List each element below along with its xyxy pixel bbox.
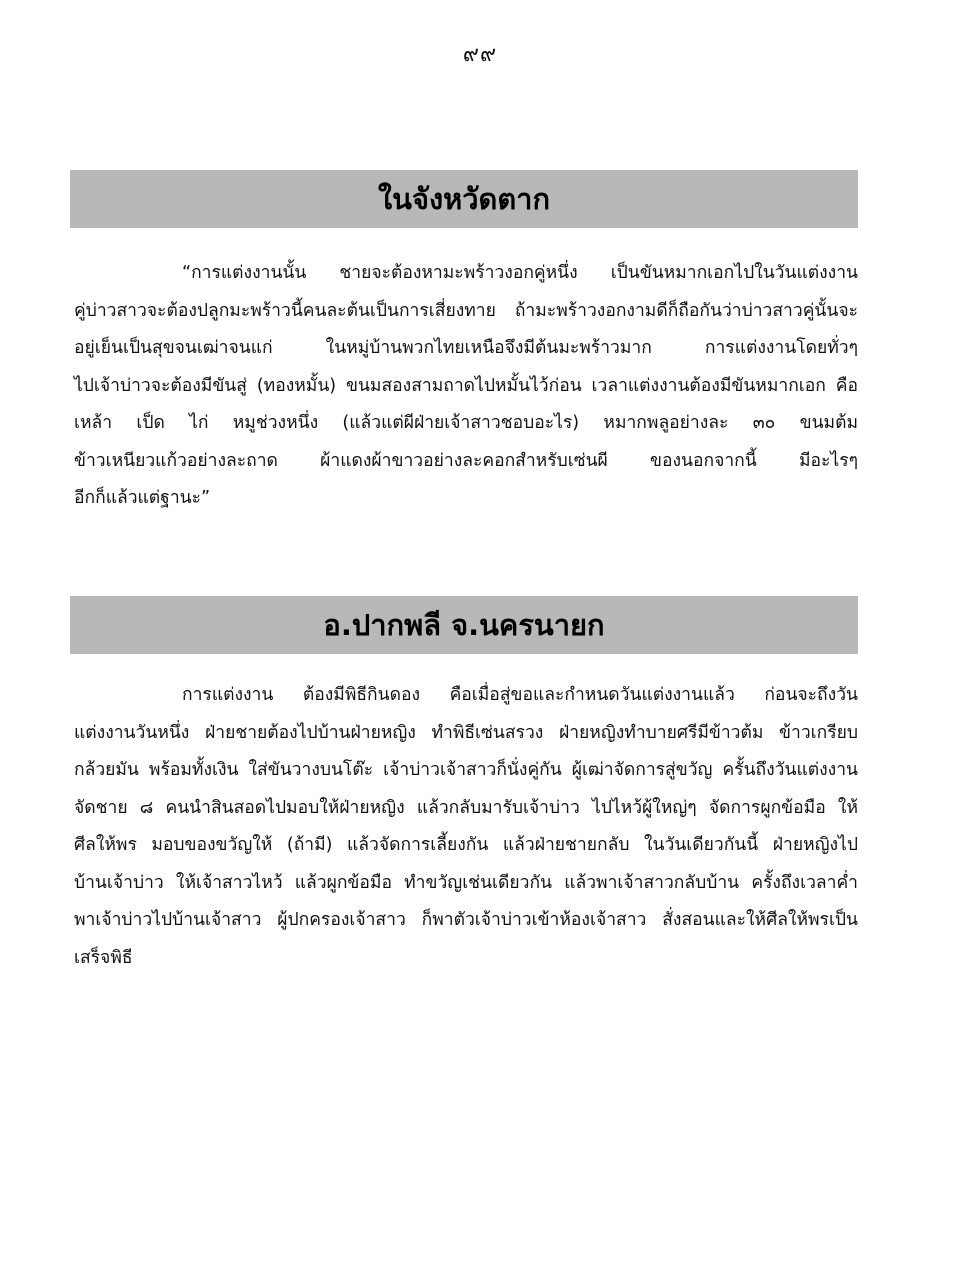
text-line: จัดชาย ๘ คนนำสินสอดไปมอบให้ฝ่ายหญิง แล้วกลับมารับเจ้าบ่าว ไปไหว้ผู้ใหญ่ๆ จัดการผูกข้อมือ ให้ <box>74 797 858 818</box>
paragraph-tak <box>74 255 858 518</box>
page-number: ๙๙ <box>462 42 498 67</box>
text-line: อีกก็แล้วแต่ฐานะ” <box>74 488 211 508</box>
text-line: เสร็จพิธี <box>74 947 133 968</box>
section-title: ในจังหวัดตาก <box>377 182 551 216</box>
text-line: บ้านเจ้าบ่าว ให้เจ้าสาวไหว้ แล้วผูกข้อมือ ทำขวัญเช่นเดียวกัน แล้วพาเจ้าสาวกลับบ้าน ครั้งถึงเวลาค่ำ <box>74 872 858 893</box>
text-line: คู่บ่าวสาวจะต้องปลูกมะพร้าวนี้คนละต้นเป็นการเสี่ยงทาย ถ้ามะพร้าวงอกงามดีก็ถือกันว่าบ่าวสาวคู่นั้นจะ <box>74 300 858 321</box>
text-line: อยู่เย็นเป็นสุขจนเฒ่าจนแก่ ในหมู่บ้านพวกไทยเหนือจึงมีต้นมะพร้าวมาก การแต่งงานโดยทั่วๆ <box>74 338 858 358</box>
text-line: แต่งงานวันหนึ่ง ฝ่ายชายต้องไปบ้านฝ่ายหญิง ทำพิธีเซ่นสรวง ฝ่ายหญิงทำบายศรีมีข้าวต้ม ข้าวเกรียบ <box>74 722 858 743</box>
text-line: ศีลให้พร มอบของขวัญให้ (ถ้ามี) แล้วจัดการเลี้ยงกัน แล้วฝ่ายชายกลับ ในวันเดียวกันนี้ ฝ่ายหญิงไป <box>74 835 858 855</box>
section-heading-tak <box>70 170 858 228</box>
paragraph-pakphli <box>74 677 858 977</box>
text-line: “การแต่งงานนั้น ชายจะต้องหามะพร้าวงอกคู่หนึ่ง เป็นขันหมากเอกไปในวันแต่งงาน <box>182 263 858 283</box>
text-line: การแต่งงาน ต้องมีพิธีกินดอง คือเมื่อสู่ขอและกำหนดวันแต่งงานแล้ว ก่อนจะถึงวัน <box>182 685 858 705</box>
text-line: พาเจ้าบ่าวไปบ้านเจ้าสาว ผู้ปกครองเจ้าสาว ก็พาตัวเจ้าบ่าวเข้าห้องเจ้าสาว สั่งสอนและให้ศีลให้พรเป็น <box>74 910 858 930</box>
text-line: ไปเจ้าบ่าวจะต้องมีขันสู่ (ทองหมั้น) ขนมสองสามถาดไปหมั้นไว้ก่อน เวลาแต่งงานต้องมีขันหมากเอก คือ <box>74 375 858 396</box>
section-title: อ.ปากพลี จ.นครนายก <box>323 608 605 642</box>
text-line: กล้วยมัน พร้อมทั้งเงิน ใส่ขันวางบนโต๊ะ เจ้าบ่าวเจ้าสาวก็นั่งคู่กัน ผู้เฒ่าจัดการสู่ขวัญ ครั้นถึงวันแต่งงาน <box>74 760 858 780</box>
text-line: ข้าวเหนียวแก้วอย่างละถาด ผ้าแดงผ้าขาวอย่างละคอกสำหรับเซ่นผี ของนอกจากนี้ มีอะไรๆ <box>74 450 858 471</box>
text-line: เหล้า เป็ด ไก่ หมูช่วงหนึ่ง (แล้วแต่ผีฝ่ายเจ้าสาวชอบอะไร) หมากพลูอย่างละ ๓๐ ขนมต้ม <box>74 413 858 433</box>
section-heading-pakphli <box>70 596 858 654</box>
